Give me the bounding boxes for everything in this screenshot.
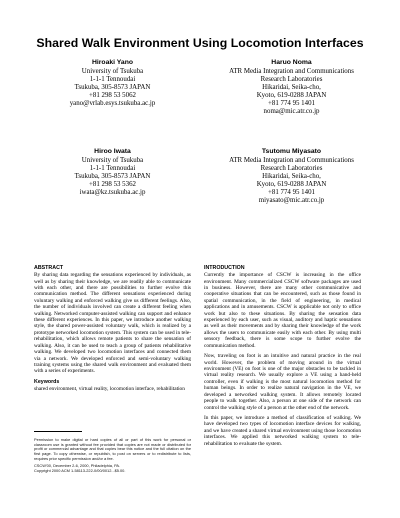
author-address: Tsukuba, 305-8573 JAPAN xyxy=(74,172,151,180)
author-affiliation: University of Tsukuba xyxy=(81,156,144,164)
copyright-line: Copyright 2000 ACM 1-58113-222-0/00/0012...$5.00. xyxy=(34,467,126,473)
author-email: miyasato@mic.atr.co.jp xyxy=(258,197,325,205)
author-phone: +81 298 53 5062 xyxy=(89,91,136,99)
author-address: Hikaridai, Seika-cho, xyxy=(262,83,321,91)
footnote-rule xyxy=(34,431,82,432)
author-name: Hiroaki Yano xyxy=(91,59,134,66)
copyright-notice xyxy=(34,438,191,474)
introduction-heading: INTRODUCTION xyxy=(204,265,245,271)
author-address: 1-1-1 Tennoudai xyxy=(89,75,136,83)
author-block-noma xyxy=(204,59,379,116)
author-affiliation: Research Laboratories xyxy=(260,75,323,83)
author-phone: +81 298 53 5362 xyxy=(89,180,136,188)
author-email: noma@mic.atr.co.jp xyxy=(263,108,320,116)
conference-line: CSCW'00, December 2-6, 2000, Philadelphia, PA. xyxy=(34,463,121,469)
author-name: Tsutomu Miyasato xyxy=(261,148,322,155)
keywords-text: shared environment, virtual reality, locomotion interface, rehabilitation xyxy=(34,385,185,392)
author-address: Kyoto, 619-0288 JAPAN xyxy=(256,91,327,99)
intro-paragraph: Currently the importance of CSCW is increasing in the office environment. Many commercialized CSCW software packages are used in business. However, there are many other communicative and cooperative situations that can be encountered, such as those found in spatial communication, in the field of engineering, in medical applications and in amusements. CSCW is applicable not only to office work but also to these situations. By sharing the sensation data experienced by each user, such as visual, auditory and haptic sensations as well as their movements and by sharing their knowledge of the work allows the users to communicate easily with each other. By using multi sensory feedback, there is some scope to further evolve the communication method. xyxy=(204,272,361,349)
author-block-iwata xyxy=(25,148,200,197)
author-affiliation: ATR Media Integration and Communications xyxy=(229,156,354,164)
author-name: Haruo Noma xyxy=(271,59,312,66)
intro-paragraph: In this paper, we introduce a method of classification of walking. We have developed two types of locomotion interface devices for walking, and we have created a shared virtual environment using those locomotion interfaces. We applied this networked walking system to tele-rehabilitation to evaluate the system. xyxy=(204,414,361,447)
author-phone: +81 774 95 1401 xyxy=(268,188,315,196)
author-affiliation: University of Tsukuba xyxy=(81,67,144,75)
author-email: yano@vrlab.esys.tsukuba.ac.jp xyxy=(69,99,156,107)
author-affiliation: Research Laboratories xyxy=(260,164,323,172)
author-email: iwata@kz.tsukuba.ac.jp xyxy=(79,188,146,196)
keywords-heading: Keywords xyxy=(34,378,60,385)
author-address: Hikaridai, Seika-cho, xyxy=(262,172,321,180)
paper-title: Shared Walk Environment Using Locomotion Interfaces xyxy=(36,36,364,50)
right-column xyxy=(204,265,361,451)
author-name: Hiroo Iwata xyxy=(94,148,131,155)
author-block-yano xyxy=(25,59,200,108)
author-address: Kyoto, 619-0288 JAPAN xyxy=(256,180,327,188)
left-column xyxy=(34,265,191,396)
author-block-miyasato xyxy=(204,148,379,205)
abstract-heading: ABSTRACT xyxy=(34,265,64,271)
permission-text: Permission to make digital or hard copies of all or part of this work for personal or classroom use is granted without fee provided that copies are not made or distributed for profit or commercial advantage and that copies bear this notice and the full citation on the first page. To copy otherwise, or republish, to post on servers or to redistribute to lists, requires prior specific permission and/or a fee. xyxy=(34,437,191,461)
author-address: Tsukuba, 305-8573 JAPAN xyxy=(74,83,151,91)
author-address: 1-1-1 Tennoudai xyxy=(89,164,136,172)
author-phone: +81 774 95 1401 xyxy=(268,99,315,107)
abstract-text: By sharing data regarding the sensations experienced by individuals, as well as by sharing their knowledge, we are readily able to communicate with each other, and there are possibilities to further evolve this communication method. The different sensations experienced during voluntary walking and enforced walking give us different feelings. Also, the number of individuals involved can create a different feeling when walking. Networked computer-assisted walking can support and enhance these different experiences. In this paper, we introduce another walking style, the shared power-assisted voluntary walk, which is realized by a prototype networked locomotion system. This system can be used in tele-rehabilitation, which allows remote patients to share the sensation of walking. Also, it can be used to teach a group of patients rehabilitative walking. We developed two locomotion interfaces and connected them via a network. We developed enforced and semi-voluntary walking training systems using the shared walk environment and evaluated them with a series of experiments. xyxy=(34,272,191,375)
author-affiliation: ATR Media Integration and Communications xyxy=(229,67,354,75)
intro-paragraph: Now, traveling on foot is an intuitive and natural practice in the real world. However, the problem of moving around in the virtual environment (VE) on foot is one of the major obstacles to be tackled in virtual reality research. We usually explore a VE using a hand-held controller, even if walking is the most natural locomotion method for human beings. In order to realize natural navigation in the VE, we developed a networked walking system. It allows remotely located people to walk together. Also, a person at one side of the network can control the walking style of a person at the other end of the network. xyxy=(204,353,361,411)
